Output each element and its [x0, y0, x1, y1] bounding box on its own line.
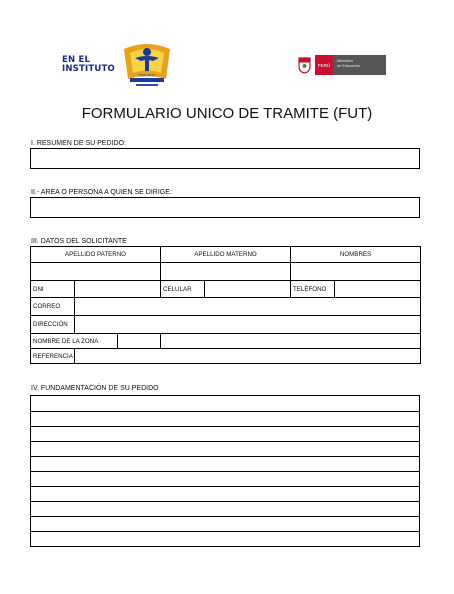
writing-line[interactable]: [31, 426, 419, 441]
peru-flag-badge: PERÚ: [315, 55, 333, 75]
solicitante-table: [30, 246, 421, 364]
referencia-field[interactable]: [75, 349, 421, 364]
zona-cell: [31, 334, 161, 349]
table-row: [31, 263, 421, 281]
table-row: [31, 349, 421, 364]
section-4-label: IV. FUNDAMENTACIÓN DE SU PEDIDO: [31, 385, 159, 392]
fundamentacion-field[interactable]: [30, 395, 420, 547]
writing-line[interactable]: [31, 531, 419, 546]
writing-line[interactable]: [31, 516, 419, 531]
section-1-label: I. RESUMEN DE SU PEDIDO:: [31, 140, 126, 147]
writing-line[interactable]: [31, 471, 419, 486]
peru-shield-icon: [296, 55, 313, 75]
ministry-logo: [296, 55, 390, 75]
emblem-text: PERUANO: [138, 73, 156, 78]
writing-line[interactable]: [31, 501, 419, 516]
institute-emblem-icon: [120, 41, 174, 89]
table-row: [31, 247, 421, 263]
logo-line-2: INSTITUTO: [62, 64, 115, 74]
direccion-label: DIRECCIÓN: [31, 316, 75, 334]
zona-field-start[interactable]: [118, 334, 160, 348]
table-row: [31, 334, 421, 349]
header-nombres: NOMBRES: [291, 247, 421, 263]
resumen-pedido-field[interactable]: [30, 148, 420, 169]
table-row: [31, 281, 421, 298]
dni-field[interactable]: [75, 281, 161, 298]
ministry-line-1: Ministerio: [337, 59, 354, 63]
section-2-label: II.- AREA O PERSONA A QUIEN SE DIRIGE:: [31, 189, 172, 196]
dni-label: DNI: [31, 281, 75, 298]
referencia-label: REFERENCIA: [31, 349, 75, 364]
institute-logo-text: [62, 56, 114, 74]
correo-field[interactable]: [75, 298, 421, 316]
writing-line[interactable]: [31, 396, 419, 411]
header-apellido-paterno: APELLIDO PATERNO: [31, 247, 161, 263]
logo-line-1: EN EL: [62, 55, 91, 65]
celular-label: CELULAR: [161, 281, 205, 298]
direccion-field[interactable]: [75, 316, 421, 334]
telefono-label: TELÉFONO: [291, 281, 335, 298]
nombres-field[interactable]: [291, 263, 421, 281]
area-destino-field[interactable]: [30, 197, 420, 218]
writing-line[interactable]: [31, 441, 419, 456]
telefono-field[interactable]: [335, 281, 421, 298]
writing-line[interactable]: [31, 456, 419, 471]
zona-label: NOMBRE DE LA ZONA: [31, 334, 118, 348]
apellido-materno-field[interactable]: [161, 263, 291, 281]
section-3-label: III. DATOS DEL SOLICITANTE: [31, 238, 127, 245]
table-row: [31, 298, 421, 316]
writing-line[interactable]: [31, 411, 419, 426]
writing-line[interactable]: [31, 486, 419, 501]
zona-field[interactable]: [161, 334, 421, 349]
celular-field[interactable]: [205, 281, 291, 298]
ministry-name: [333, 55, 386, 75]
page-title: FORMULARIO UNICO DE TRAMITE (FUT): [81, 105, 373, 122]
correo-label: CORREO: [31, 298, 75, 316]
ministry-line-2: de Educación: [337, 63, 361, 68]
table-row: [31, 316, 421, 334]
header-apellido-materno: APELLIDO MATERNO: [161, 247, 291, 263]
apellido-paterno-field[interactable]: [31, 263, 161, 281]
